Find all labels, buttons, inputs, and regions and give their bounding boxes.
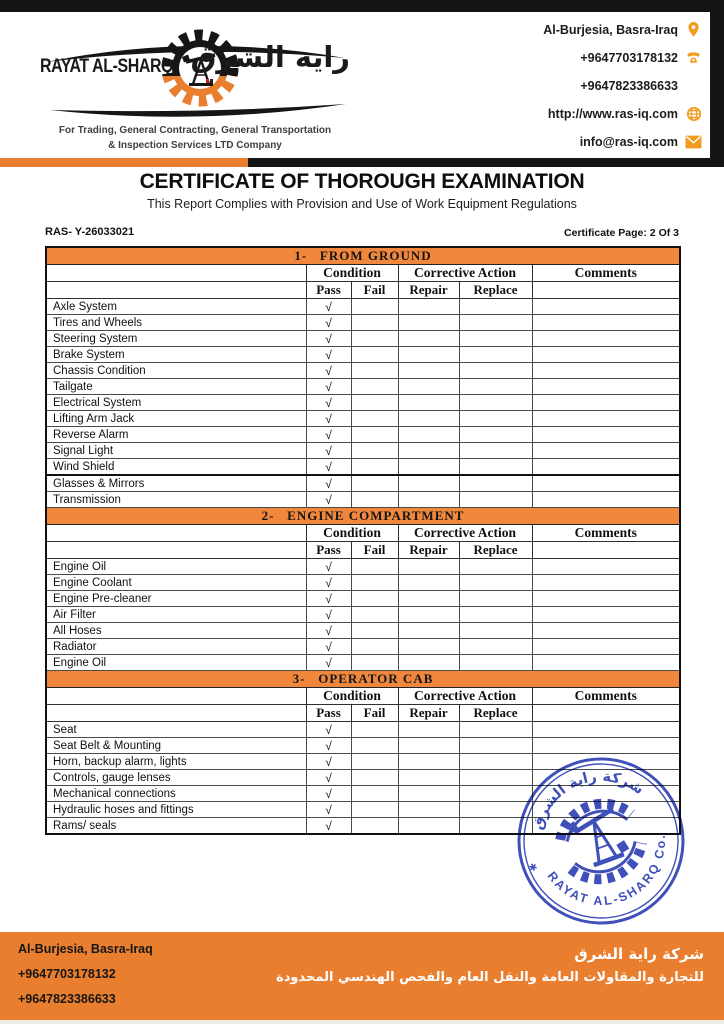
repair-header: Repair bbox=[398, 542, 459, 559]
blank-header-cell bbox=[46, 705, 306, 722]
repair-cell bbox=[398, 639, 459, 655]
comments-cell bbox=[532, 443, 680, 459]
table-row bbox=[46, 559, 680, 575]
blank-header-cell bbox=[46, 542, 306, 559]
column-header-row bbox=[46, 688, 680, 705]
condition-header: Condition bbox=[306, 265, 398, 282]
footer-address: Al-Burjesia, Basra-Iraq bbox=[18, 942, 153, 956]
comments-cell bbox=[532, 427, 680, 443]
comments-header: Comments bbox=[532, 265, 680, 282]
fail-cell bbox=[351, 299, 398, 315]
envelope-icon bbox=[685, 133, 702, 150]
replace-cell bbox=[459, 299, 532, 315]
table-row bbox=[46, 411, 680, 427]
pass-cell: √ bbox=[306, 802, 351, 818]
pass-cell: √ bbox=[306, 575, 351, 591]
comments-cell bbox=[532, 607, 680, 623]
repair-cell bbox=[398, 459, 459, 476]
pass-cell: √ bbox=[306, 459, 351, 476]
repair-cell bbox=[398, 575, 459, 591]
footer-company-arabic bbox=[276, 945, 704, 985]
item-cell: Reverse Alarm bbox=[46, 427, 306, 443]
contact-email: info@ras-iq.com bbox=[580, 132, 702, 151]
company-tagline bbox=[30, 124, 360, 153]
brand-name-arabic: راية الشرق bbox=[190, 40, 350, 74]
repair-cell bbox=[398, 722, 459, 738]
comments-cell bbox=[532, 475, 680, 492]
fail-cell bbox=[351, 639, 398, 655]
fail-cell bbox=[351, 738, 398, 754]
pass-cell: √ bbox=[306, 623, 351, 639]
repair-cell bbox=[398, 818, 459, 835]
column-header-row bbox=[46, 525, 680, 542]
pass-cell: √ bbox=[306, 347, 351, 363]
comments-cell bbox=[532, 591, 680, 607]
replace-cell bbox=[459, 754, 532, 770]
pass-cell: √ bbox=[306, 475, 351, 492]
phone-icon bbox=[685, 49, 702, 66]
fail-header: Fail bbox=[351, 282, 398, 299]
location-pin-icon bbox=[685, 21, 702, 38]
item-cell: Mechanical connections bbox=[46, 786, 306, 802]
table-row bbox=[46, 379, 680, 395]
table-row bbox=[46, 655, 680, 671]
replace-cell bbox=[459, 607, 532, 623]
fail-cell bbox=[351, 754, 398, 770]
fail-header: Fail bbox=[351, 705, 398, 722]
repair-header: Repair bbox=[398, 705, 459, 722]
table-row bbox=[46, 299, 680, 315]
table-row bbox=[46, 395, 680, 411]
section-header-row bbox=[46, 247, 680, 265]
item-cell: Radiator bbox=[46, 639, 306, 655]
pass-cell: √ bbox=[306, 754, 351, 770]
item-cell: Steering System bbox=[46, 331, 306, 347]
table-row bbox=[46, 347, 680, 363]
item-cell: Hydraulic hoses and fittings bbox=[46, 802, 306, 818]
contact-phone2: +9647823386633 bbox=[580, 76, 702, 95]
comments-cell bbox=[532, 395, 680, 411]
corrective-action-header: Corrective Action bbox=[398, 525, 532, 542]
footer-contact-block bbox=[18, 941, 153, 1016]
fail-cell bbox=[351, 818, 398, 835]
replace-cell bbox=[459, 623, 532, 639]
repair-cell bbox=[398, 363, 459, 379]
tagline-line2: & Inspection Services LTD Company bbox=[108, 139, 282, 151]
repair-cell bbox=[398, 655, 459, 671]
pass-header: Pass bbox=[306, 705, 351, 722]
replace-cell bbox=[459, 427, 532, 443]
pass-cell: √ bbox=[306, 770, 351, 786]
repair-cell bbox=[398, 738, 459, 754]
replace-cell bbox=[459, 443, 532, 459]
item-cell: Chassis Condition bbox=[46, 363, 306, 379]
repair-cell bbox=[398, 347, 459, 363]
replace-cell bbox=[459, 315, 532, 331]
section-title: 1- FROM GROUND bbox=[46, 247, 680, 265]
fail-cell bbox=[351, 411, 398, 427]
replace-cell bbox=[459, 411, 532, 427]
item-cell: Controls, gauge lenses bbox=[46, 770, 306, 786]
replace-header: Replace bbox=[459, 282, 532, 299]
footer-bar bbox=[0, 932, 724, 1020]
item-cell: Seat bbox=[46, 722, 306, 738]
page-subtitle: This Report Complies with Provision and Use of Work Equipment Regulations bbox=[147, 197, 577, 211]
repair-cell bbox=[398, 492, 459, 508]
replace-header: Replace bbox=[459, 542, 532, 559]
table-row bbox=[46, 427, 680, 443]
footer-company-desc-ar: للتجارة والمقاولات العامة والنقل العام والفحص الهندسي المحدودة bbox=[276, 970, 704, 985]
comments-header: Comments bbox=[532, 525, 680, 542]
item-cell: Signal Light bbox=[46, 443, 306, 459]
pass-cell: √ bbox=[306, 379, 351, 395]
tagline-line1: For Trading, General Contracting, General Transportation bbox=[58, 125, 332, 136]
column-header-row bbox=[46, 705, 680, 722]
pass-cell: √ bbox=[306, 315, 351, 331]
inspection-table bbox=[45, 246, 681, 835]
top-black-bar bbox=[0, 0, 724, 12]
column-header-row bbox=[46, 542, 680, 559]
fail-cell bbox=[351, 770, 398, 786]
section-title: 3- OPERATOR CAB bbox=[46, 671, 680, 688]
globe-icon bbox=[685, 105, 702, 122]
pass-cell: √ bbox=[306, 607, 351, 623]
item-cell: Rams/ seals bbox=[46, 818, 306, 835]
repair-cell bbox=[398, 395, 459, 411]
footer-phone1: +9647703178132 bbox=[18, 967, 116, 981]
pass-header: Pass bbox=[306, 542, 351, 559]
repair-cell bbox=[398, 443, 459, 459]
repair-cell bbox=[398, 427, 459, 443]
repair-cell bbox=[398, 331, 459, 347]
pass-cell: √ bbox=[306, 818, 351, 835]
table-row bbox=[46, 492, 680, 508]
table-row bbox=[46, 459, 680, 476]
replace-cell bbox=[459, 363, 532, 379]
comments-cell bbox=[532, 363, 680, 379]
replace-cell bbox=[459, 639, 532, 655]
condition-header: Condition bbox=[306, 525, 398, 542]
pass-cell: √ bbox=[306, 363, 351, 379]
item-cell: Wind Shield bbox=[46, 459, 306, 476]
table-row bbox=[46, 331, 680, 347]
corrective-action-header: Corrective Action bbox=[398, 688, 532, 705]
replace-cell bbox=[459, 559, 532, 575]
item-cell: Seat Belt & Mounting bbox=[46, 738, 306, 754]
repair-cell bbox=[398, 754, 459, 770]
pass-cell: √ bbox=[306, 331, 351, 347]
repair-cell bbox=[398, 315, 459, 331]
pass-cell: √ bbox=[306, 591, 351, 607]
comments-cell bbox=[532, 623, 680, 639]
item-cell: Glasses & Mirrors bbox=[46, 475, 306, 492]
table-row bbox=[46, 475, 680, 492]
item-cell: Transmission bbox=[46, 492, 306, 508]
fail-cell bbox=[351, 395, 398, 411]
table-row bbox=[46, 639, 680, 655]
repair-cell bbox=[398, 559, 459, 575]
table-row bbox=[46, 623, 680, 639]
item-cell: Brake System bbox=[46, 347, 306, 363]
table-row bbox=[46, 591, 680, 607]
item-cell: Engine Oil bbox=[46, 559, 306, 575]
replace-cell bbox=[459, 492, 532, 508]
condition-header: Condition bbox=[306, 688, 398, 705]
fail-cell bbox=[351, 786, 398, 802]
table-row bbox=[46, 315, 680, 331]
replace-cell bbox=[459, 575, 532, 591]
comments-cell bbox=[532, 299, 680, 315]
pass-cell: √ bbox=[306, 786, 351, 802]
replace-cell bbox=[459, 395, 532, 411]
comments-header: Comments bbox=[532, 688, 680, 705]
table-row bbox=[46, 738, 680, 754]
comments-cell bbox=[532, 379, 680, 395]
certificate-page-label: Certificate Page: 2 Of 3 bbox=[564, 227, 679, 239]
contact-website: http://www.ras-iq.com bbox=[548, 104, 702, 123]
stamp-arabic-text: شركة راية الشرق bbox=[530, 768, 647, 832]
fail-cell bbox=[351, 492, 398, 508]
comments-cell bbox=[532, 411, 680, 427]
replace-cell bbox=[459, 591, 532, 607]
stamp-english-text: RAYAT AL-SHARQ Co. bbox=[544, 832, 669, 909]
pass-header: Pass bbox=[306, 282, 351, 299]
repair-header: Repair bbox=[398, 282, 459, 299]
repair-cell bbox=[398, 475, 459, 492]
right-black-strip bbox=[710, 0, 724, 167]
section-header-row bbox=[46, 508, 680, 525]
pass-cell: √ bbox=[306, 639, 351, 655]
item-cell: Engine Coolant bbox=[46, 575, 306, 591]
comments-cell bbox=[532, 347, 680, 363]
pass-cell: √ bbox=[306, 722, 351, 738]
pass-cell: √ bbox=[306, 492, 351, 508]
blank-header-cell bbox=[46, 282, 306, 299]
footer-company-name-ar: شركة راية الشرق bbox=[574, 945, 704, 963]
pass-cell: √ bbox=[306, 299, 351, 315]
fail-cell bbox=[351, 802, 398, 818]
comments-cell bbox=[532, 459, 680, 476]
blank-header-cell bbox=[532, 282, 680, 299]
fail-cell bbox=[351, 623, 398, 639]
header-divider-orange bbox=[0, 158, 248, 167]
fail-cell bbox=[351, 607, 398, 623]
repair-cell bbox=[398, 770, 459, 786]
repair-cell bbox=[398, 379, 459, 395]
blank-header-cell bbox=[532, 542, 680, 559]
pass-cell: √ bbox=[306, 738, 351, 754]
item-cell: Tires and Wheels bbox=[46, 315, 306, 331]
section-title: 2- ENGINE COMPARTMENT bbox=[46, 508, 680, 525]
comments-cell bbox=[532, 492, 680, 508]
repair-cell bbox=[398, 411, 459, 427]
table-row bbox=[46, 607, 680, 623]
replace-cell bbox=[459, 738, 532, 754]
contact-address: Al-Burjesia, Basra-Iraq bbox=[543, 20, 702, 39]
replace-cell bbox=[459, 347, 532, 363]
contact-phone1: +9647703178132 bbox=[580, 48, 702, 67]
fail-cell bbox=[351, 443, 398, 459]
comments-cell bbox=[532, 655, 680, 671]
item-cell: Air Filter bbox=[46, 607, 306, 623]
item-cell: Engine Pre-cleaner bbox=[46, 591, 306, 607]
comments-cell bbox=[532, 639, 680, 655]
column-header-row bbox=[46, 265, 680, 282]
item-cell: All Hoses bbox=[46, 623, 306, 639]
repair-cell bbox=[398, 607, 459, 623]
item-cell: Electrical System bbox=[46, 395, 306, 411]
fail-cell bbox=[351, 331, 398, 347]
pass-cell: √ bbox=[306, 395, 351, 411]
table-row bbox=[46, 443, 680, 459]
repair-cell bbox=[398, 591, 459, 607]
blank-header-cell bbox=[46, 265, 306, 282]
replace-header: Replace bbox=[459, 705, 532, 722]
item-cell: Axle System bbox=[46, 299, 306, 315]
pass-cell: √ bbox=[306, 559, 351, 575]
company-logo bbox=[40, 20, 350, 122]
table-row bbox=[46, 575, 680, 591]
pass-cell: √ bbox=[306, 655, 351, 671]
comments-cell bbox=[532, 559, 680, 575]
item-cell: Engine Oil bbox=[46, 655, 306, 671]
fail-cell bbox=[351, 591, 398, 607]
table-row bbox=[46, 722, 680, 738]
blank-header-cell bbox=[532, 705, 680, 722]
contact-block bbox=[543, 20, 702, 160]
brand-name-english: RAYAT AL-SHARQ bbox=[40, 56, 174, 77]
page-title: CERTIFICATE OF THOROUGH EXAMINATION bbox=[139, 170, 585, 193]
repair-cell bbox=[398, 802, 459, 818]
fail-cell bbox=[351, 379, 398, 395]
column-header-row bbox=[46, 282, 680, 299]
replace-cell bbox=[459, 331, 532, 347]
fail-cell bbox=[351, 315, 398, 331]
fail-cell bbox=[351, 655, 398, 671]
item-cell: Horn, backup alarm, lights bbox=[46, 754, 306, 770]
pass-cell: √ bbox=[306, 411, 351, 427]
comments-cell bbox=[532, 315, 680, 331]
replace-cell bbox=[459, 379, 532, 395]
table-row bbox=[46, 363, 680, 379]
blank-header-cell bbox=[46, 688, 306, 705]
repair-cell bbox=[398, 299, 459, 315]
fail-cell bbox=[351, 459, 398, 476]
blank-header-cell bbox=[46, 525, 306, 542]
item-cell: Lifting Arm Jack bbox=[46, 411, 306, 427]
bottom-edge-strip bbox=[0, 1020, 724, 1024]
certificate-number: RAS- Y-26033021 bbox=[45, 226, 135, 238]
fail-cell bbox=[351, 575, 398, 591]
fail-cell bbox=[351, 559, 398, 575]
section-header-row bbox=[46, 671, 680, 688]
repair-cell bbox=[398, 623, 459, 639]
repair-cell bbox=[398, 786, 459, 802]
fail-cell bbox=[351, 722, 398, 738]
comments-cell bbox=[532, 331, 680, 347]
fail-header: Fail bbox=[351, 542, 398, 559]
fail-cell bbox=[351, 475, 398, 492]
replace-cell bbox=[459, 655, 532, 671]
corrective-action-header: Corrective Action bbox=[398, 265, 532, 282]
replace-cell bbox=[459, 722, 532, 738]
stamp-star: ✱ bbox=[527, 861, 540, 875]
pass-cell: √ bbox=[306, 427, 351, 443]
icon-spacer bbox=[685, 77, 702, 94]
pass-cell: √ bbox=[306, 443, 351, 459]
comments-cell bbox=[532, 722, 680, 738]
replace-cell bbox=[459, 475, 532, 492]
fail-cell bbox=[351, 363, 398, 379]
footer-phone2: +9647823386633 bbox=[18, 992, 116, 1006]
fail-cell bbox=[351, 427, 398, 443]
comments-cell bbox=[532, 575, 680, 591]
replace-cell bbox=[459, 459, 532, 476]
item-cell: Tailgate bbox=[46, 379, 306, 395]
fail-cell bbox=[351, 347, 398, 363]
